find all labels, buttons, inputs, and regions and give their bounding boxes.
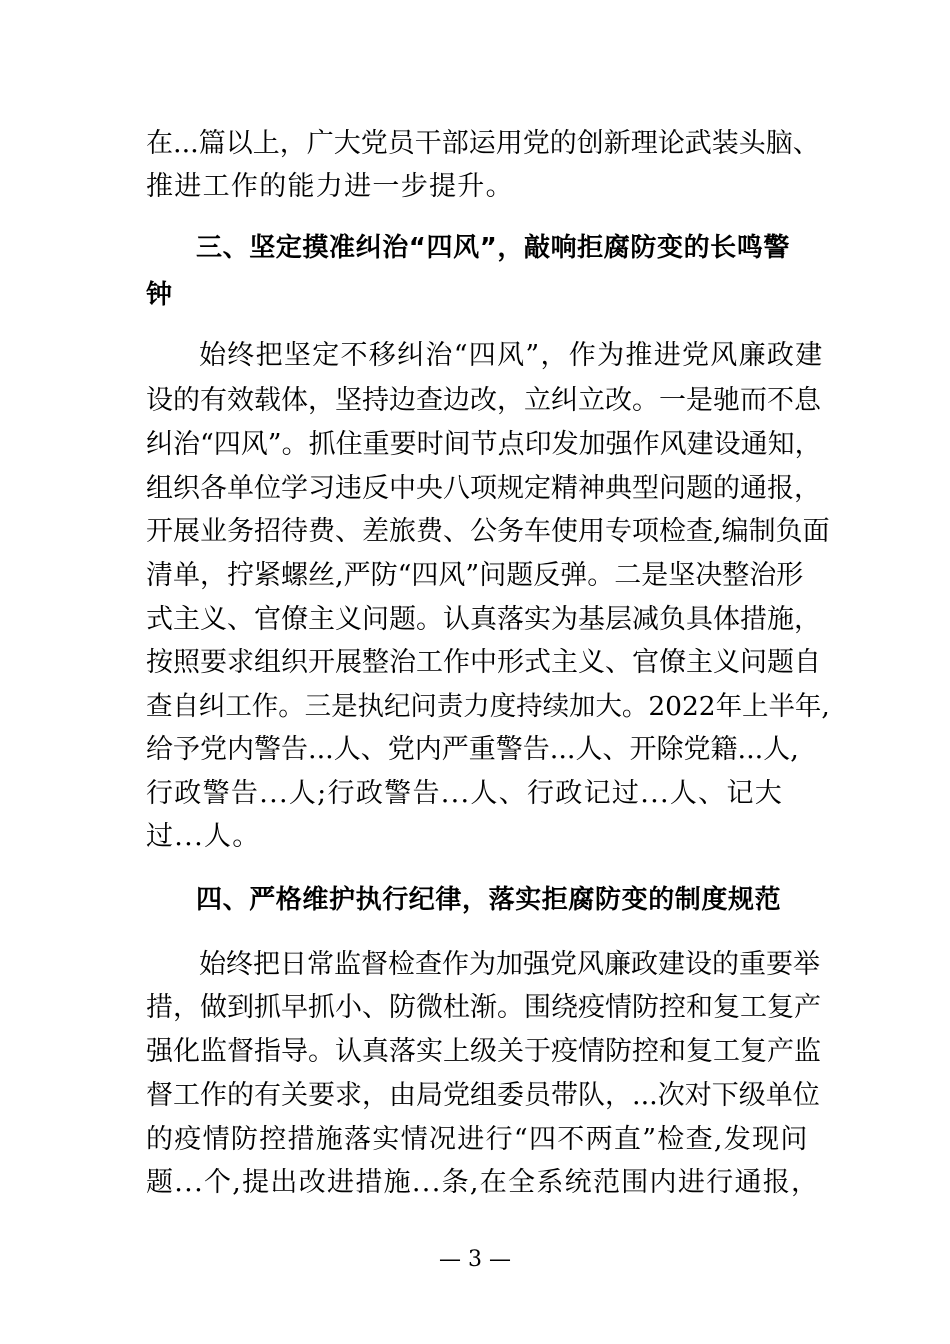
paragraph-line: 按照要求组织开展整治工作中形式主义、官僚主义问题自: [146, 647, 821, 678]
paragraph-line: 开展业务招待费、差旅费、公务车使用专项检查,编制负面: [146, 516, 830, 547]
paragraph-line: 在...篇以上，广大党员干部运用党的创新理论武装头脑、: [146, 128, 820, 159]
section-heading: 四、严格维护执行纪律，落实拒腐防变的制度规范: [196, 885, 782, 915]
paragraph-line: 给予党内警告...人、党内严重警告...人、开除党籍...人,: [146, 734, 799, 765]
paragraph-line: 式主义、官僚主义问题。认真落实为基层减负具体措施，: [146, 604, 821, 635]
section-heading: 三、坚定摸准纠治“四风”，敲响拒腐防变的长鸣警: [196, 233, 790, 263]
paragraph-line: 清单，拧紧螺丝,严防“四风”问题反弹。二是坚决整治形: [146, 560, 804, 591]
paragraph-line: 过...人。: [146, 821, 261, 852]
paragraph-line: 措，做到抓早抓小、防微杜渐。围绕疫情防控和复工复产: [146, 992, 821, 1023]
paragraph-line: 强化监督指导。认真落实上级关于疫情防控和复工复产监: [146, 1036, 821, 1067]
paragraph-line: 推进工作的能力进一步提升。: [146, 171, 514, 202]
section-heading: 钟: [146, 280, 173, 310]
paragraph-line: 的疫情防控措施落实情况进行“四不两直”检查,发现问: [146, 1124, 809, 1155]
paragraph-line: 行政警告...人;行政警告...人、行政记过...人、记大: [146, 778, 784, 809]
paragraph-line: 纠治“四风”。抓住重要时间节点印发加强作风建设通知，: [146, 429, 822, 460]
paragraph-line: 督工作的有关要求，由局党组委员带队，...次对下级单位: [146, 1080, 820, 1111]
paragraph-line: 始终把日常监督检查作为加强党风廉政建设的重要举: [199, 949, 820, 980]
paragraph-line: 查自纠工作。三是执纪问责力度持续加大。2022年上半年,: [146, 691, 830, 722]
paragraph-line: 设的有效载体，坚持边查边改，立纠立改。一是驰而不息: [146, 385, 821, 416]
paragraph-line: 始终把坚定不移纠治“四风”，作为推进党风廉政建: [199, 340, 824, 371]
paragraph-line: 题...个,提出改进措施...条,在全系统范围内进行通报，: [146, 1167, 820, 1198]
page-number: — 3 —: [439, 1247, 511, 1272]
paragraph-line: 组织各单位学习违反中央八项规定精神典型问题的通报，: [146, 473, 821, 504]
